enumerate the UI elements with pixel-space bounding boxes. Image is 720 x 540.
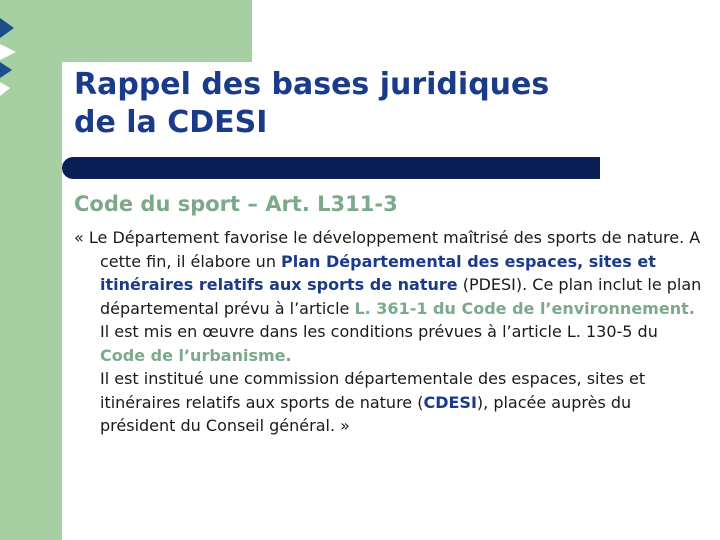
p1-text-3: Il est mis en œuvre dans les conditions prévues à l’article L. 130-5 du [100, 322, 658, 341]
pdesi-term: Plan Départemental des espaces, sites et itinéraires relatifs aux sports de nature [100, 251, 656, 294]
quote-paragraph-2 [74, 367, 702, 438]
title-underline-bar [62, 157, 600, 179]
title-line-1: Rappel des bases juridiques [74, 67, 550, 102]
title-line-2: de la CDESI [74, 105, 268, 140]
p1-text-1: « Le Département favorise le développement maîtrisé des sports de nature. A cette fin, il élabore un [74, 228, 701, 271]
p2-text-2: ), placée auprès du président du Conseil général. » [100, 392, 632, 435]
green-top-band [0, 0, 252, 62]
section-heading: Code du sport – Art. L311-3 [74, 192, 398, 216]
quote-paragraph-1 [74, 226, 702, 367]
article-quote [74, 226, 702, 438]
cdesi-term: CDESI [423, 392, 477, 412]
logo-fragment [0, 0, 20, 110]
p1-text-2: (PDESI). Ce plan inclut le plan départemental prévu à l’article [100, 275, 702, 318]
code-environnement-ref: L. 361-1 du Code de l’environnement. [354, 298, 695, 318]
p2-text-1: Il est institué une commission départementale des espaces, sites et itinéraires relatifs aux sports de nature ( [100, 369, 646, 412]
green-side-band [0, 62, 62, 540]
code-urbanisme-ref: Code de l’urbanisme. [100, 345, 292, 365]
title-area [62, 62, 662, 154]
slide-title [74, 66, 549, 142]
